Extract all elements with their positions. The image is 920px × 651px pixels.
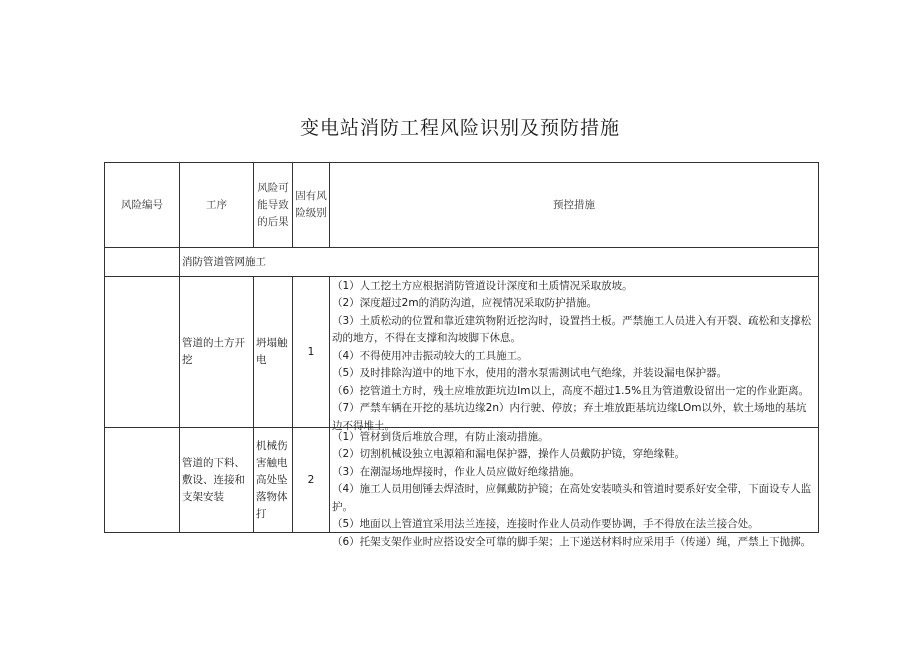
table-row — [105, 277, 819, 428]
header-row — [105, 163, 819, 248]
measures-list — [332, 429, 816, 548]
section-id-cell — [105, 248, 180, 277]
measure-item: （6）挖管道土方时，残土应堆放距坑边Im以上，高度不超过1.5%且为管道敷设留出一定的作业距离。 — [332, 384, 810, 397]
header-measures: 预控措施 — [330, 163, 819, 248]
measure-item: （4）不得使用冲击振动较大的工具施工。 — [332, 349, 528, 362]
risk-level-cell: 2 — [293, 428, 330, 533]
measure-item: （2）切割机械设独立电源箱和漏电保护器，操作人员戴防护镜，穿绝缘鞋。 — [332, 448, 686, 460]
section-row — [105, 248, 819, 277]
measures-list — [332, 278, 816, 432]
consequence-cell: 坍塌触电 — [254, 277, 293, 428]
measure-item: （6）托架支架作业时应搭设安全可靠的脚手架；上下递送材料时应采用手（传递）绳，严禁上下抛掷。 — [332, 535, 812, 548]
process-cell: 管道的土方开挖 — [180, 277, 254, 428]
measure-item: （5）地面以上管道宜采用法兰连接，连接时作业人员动作要协调，手不得放在法兰接合处。 — [332, 518, 759, 530]
measure-item: （5）及时排除沟道中的地下水，使用的潜水泵需测试电气绝缘，并装设漏电保护器。 — [332, 367, 728, 379]
page-title: 变电站消防工程风险识别及预防措施 — [299, 117, 620, 139]
measures-cell — [330, 277, 819, 432]
header-consequence: 风险可能导致的后果 — [254, 163, 293, 248]
measures-cell — [330, 428, 819, 548]
risk-level-cell: 1 — [293, 277, 330, 428]
table-row — [105, 428, 819, 533]
risk-id-cell — [105, 277, 180, 428]
measure-item: （7）严禁车辆在开挖的基坑边缘2n）内行驶、停放；弃土堆放距基坑边缘LOm以外，软土场地的基坑边不得堆土。 — [332, 402, 807, 432]
measure-item: （1）管材到货后堆放合理，有防止滚动措施。 — [332, 430, 549, 443]
section-title: 消防管道管网施工 — [180, 248, 819, 277]
measure-item: （1）人工挖土方应根据消防管道设计深度和土质情况采取放坡。 — [332, 279, 633, 292]
risk-id-cell — [105, 428, 180, 533]
header-process: 工序 — [180, 163, 254, 248]
measure-item: （3）土质松动的位置和靠近建筑物附近挖沟时，设置挡土板。严禁施工人员进入有开裂、疏松和支撑松动的地方，不得在支撑和沟坡脚下休息。 — [332, 314, 812, 344]
process-cell: 管道的下料、敷设、连接和支架安装 — [180, 428, 254, 533]
header-risk-id: 风险编号 — [105, 163, 180, 248]
measure-item: （2）深度超过2m的消防沟道，应视情况采取防护措施。 — [332, 297, 598, 309]
consequence-cell: 机械伤害触电高处坠落物体打 — [254, 428, 293, 533]
risk-table — [104, 162, 819, 548]
measure-item: （3）在潮湿场地焊接时，作业人员应做好绝缘措施。 — [332, 465, 581, 478]
measure-item: （4）施工人员用刨锤去焊渣时，应佩戴防护镜；在高处安装喷头和管道时要系好安全带，下面设专人监护。 — [332, 483, 812, 513]
header-risk-level: 固有风险级别 — [293, 163, 330, 248]
